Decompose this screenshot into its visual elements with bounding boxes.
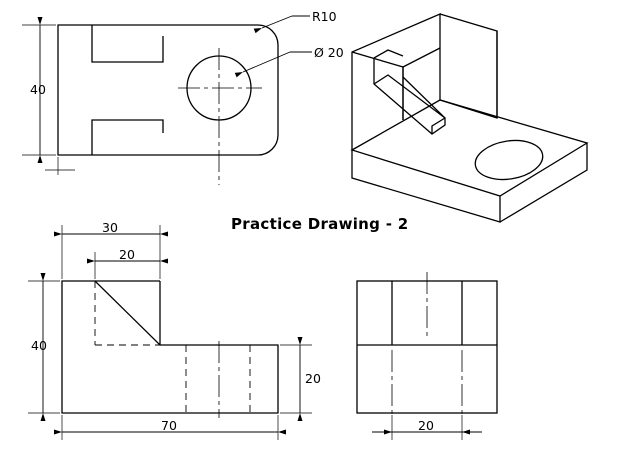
top-view-extension-lines	[22, 25, 75, 175]
isometric-view-geometry	[352, 14, 587, 222]
front-view-dim-30: 30	[102, 220, 118, 235]
front-view-extension-lines	[28, 225, 312, 440]
front-view-dim-20-chamfer: 20	[119, 247, 135, 262]
side-view-dim-20: 20	[418, 418, 434, 433]
top-view-label-hole-diameter: Ø 20	[314, 45, 344, 60]
front-view-dim-lines	[43, 234, 300, 432]
front-view-outline	[62, 281, 278, 413]
top-view-label-r10: R10	[312, 9, 337, 24]
top-view-outline	[58, 25, 278, 155]
top-view-dim-40: 40	[30, 82, 46, 97]
drawing-title: Practice Drawing - 2	[231, 215, 409, 233]
front-view-hidden-lines	[95, 281, 250, 413]
leader-r10	[262, 16, 310, 28]
front-view-dim-70: 70	[161, 418, 177, 433]
front-view-dim-40: 40	[31, 338, 47, 353]
front-view-dim-20-base: 20	[305, 371, 321, 386]
